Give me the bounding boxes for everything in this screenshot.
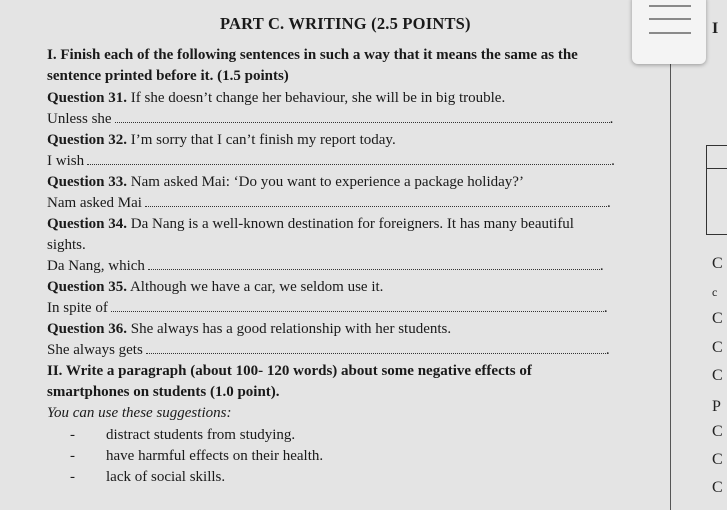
adjacent-page-fragment: C	[712, 479, 723, 496]
section2-heading-line2: smartphones on students (1.0 point).	[47, 384, 280, 400]
answer-line-35: In spite of .	[47, 300, 608, 316]
answer-blank-31[interactable]	[115, 112, 610, 123]
question-36: Question 36. She always has a good relationship with her students.	[47, 321, 452, 337]
answer-blank-32[interactable]	[87, 154, 611, 165]
adjacent-page-table	[706, 145, 727, 235]
adjacent-page-fragment: C	[712, 255, 723, 272]
answer-line-36: She always gets .	[47, 342, 610, 358]
page-divider	[670, 0, 671, 510]
answer-blank-36[interactable]	[146, 343, 606, 354]
adjacent-page-fragment: C	[712, 367, 723, 384]
menu-icon	[649, 5, 691, 7]
answer-blank-33[interactable]	[145, 196, 607, 207]
question-34: Question 34. Da Nang is a well-known destination for foreigners. It has many beautiful	[47, 216, 574, 232]
question-34-continued: sights.	[47, 237, 86, 253]
suggestion-dash: -	[70, 448, 75, 464]
answer-blank-34[interactable]	[148, 259, 600, 270]
section1-heading-line2: sentence printed before it. (1.5 points)	[47, 68, 289, 84]
adjacent-page-fragment: C	[712, 310, 723, 327]
answer-line-33: Nam asked Mai .	[47, 195, 611, 211]
suggestion-intro: You can use these suggestions:	[47, 405, 232, 421]
question-31: Question 31. If she doesn’t change her behaviour, she will be in big trouble.	[47, 90, 506, 106]
adjacent-page-fragment: C	[712, 451, 723, 468]
answer-line-31: Unless she .	[47, 111, 614, 127]
suggestion-item: have harmful effects on their health.	[106, 448, 324, 464]
question-35: Question 35. Although we have a car, we seldom use it.	[47, 279, 384, 295]
menu-icon	[649, 18, 691, 20]
menu-button[interactable]	[632, 0, 706, 64]
suggestion-dash: -	[70, 427, 75, 443]
answer-blank-35[interactable]	[111, 301, 604, 312]
question-33: Question 33. Nam asked Mai: ‘Do you want to experience a package holiday?’	[47, 174, 524, 190]
suggestion-dash: -	[70, 469, 75, 485]
answer-line-32: I wish .	[47, 153, 615, 169]
question-32: Question 32. I’m sorry that I can’t finish my report today.	[47, 132, 396, 148]
suggestion-item: lack of social skills.	[106, 469, 226, 485]
section1-heading-line1: I. Finish each of the following sentences in such a way that it means the same as the	[47, 47, 578, 63]
menu-icon	[649, 32, 691, 34]
section2-heading-line1: II. Write a paragraph (about 100- 120 words) about some negative effects of	[47, 363, 532, 379]
adjacent-page-fragment: I	[712, 20, 719, 37]
part-title: PART C. WRITING (2.5 POINTS)	[220, 14, 471, 33]
adjacent-page-fragment: C	[712, 339, 723, 356]
suggestion-item: distract students from studying.	[106, 427, 296, 443]
adjacent-page-fragment: C	[712, 423, 723, 440]
adjacent-page-fragment: c	[712, 285, 718, 299]
adjacent-page-fragment: P	[712, 398, 721, 415]
answer-line-34: Da Nang, which .	[47, 258, 604, 274]
